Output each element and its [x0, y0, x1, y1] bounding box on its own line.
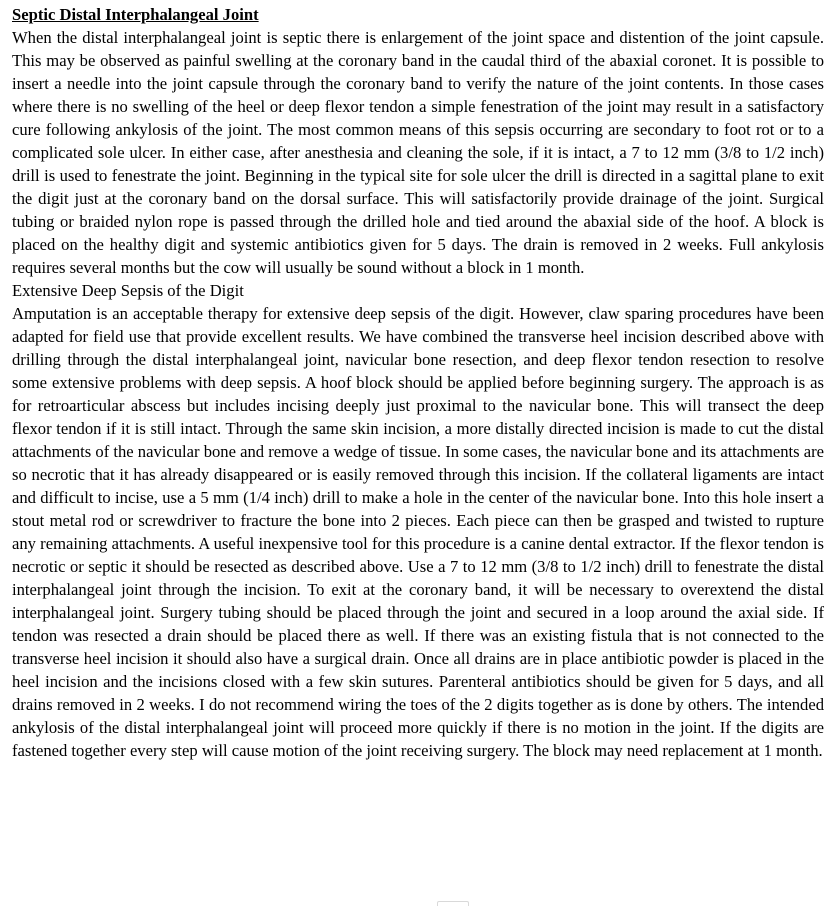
section-heading-septic-dip-joint: Septic Distal Interphalangeal Joint	[12, 5, 259, 24]
page-edge-tab	[437, 901, 469, 906]
section-heading-extensive-deep-sepsis: Extensive Deep Sepsis of the Digit	[12, 281, 244, 300]
section-body-septic-dip-joint: When the distal interphalangeal joint is septic there is enlargement of the joint space and distention of the joint capsule. This may be observed as painful swelling at the coronary band in the caudal third of the abaxial coronet. It is possible to insert a needle into the joint capsule through the coronary band to verify the nature of the joint contents. In those cases where there is no swelling of the heel or deep flexor tendon a simple fenestration of the joint may result in a satisfactory cure following ankylosis of the joint. The most common means of this sepsis occurring are secondary to foot rot or to a complicated sole ulcer. In either case, after anesthesia and cleaning the sole, if it is intact, a 7 to 12 mm (3/8 to 1/2 inch) drill is used to fenestrate the joint. Beginning in the typical site for sole ulcer the drill is directed in a sagittal plane to exit the digit just at the coronary band on the dorsal surface. This will satisfactorily provide drainage of the joint. Surgical tubing or braided nylon rope is passed through the drilled hole and tied around the abaxial side of the hoof. A block is placed on the healthy digit and systemic antibiotics given for 5 days. The drain is removed in 2 weeks. Full ankylosis requires several months but the cow will usually be sound without a block in 1 month.	[12, 28, 824, 277]
document-page	[12, 3, 824, 762]
section-body-extensive-deep-sepsis: Amputation is an acceptable therapy for extensive deep sepsis of the digit. However, claw sparing procedures have been adapted for field use that provide excellent results. We have combined the transverse heel incision described above with drilling through the distal interphalangeal joint, navicular bone resection, and deep flexor tendon resection to resolve some extensive problems with deep sepsis. A hoof block should be applied before beginning surgery. The approach is as for retroarticular abscess but includes incising deeply just proximal to the navicular bone. This will transect the deep flexor tendon if it is still intact. Through the same skin incision, a more distally directed incision is made to cut the distal attachments of the navicular bone and remove a wedge of tissue. In some cases, the navicular bone and its attachments are so necrotic that it has already disappeared or is easily removed through this incision. If the collateral ligaments are intact and difficult to incise, use a 5 mm (1/4 inch) drill to make a hole in the center of the navicular bone. Into this hole insert a stout metal rod or screwdriver to fracture the bone into 2 pieces. Each piece can then be grasped and twisted to rupture any remaining attachments. A useful inexpensive tool for this procedure is a canine dental extractor. If the flexor tendon is necrotic or septic it should be resected as described above. Use a 7 to 12 mm (3/8 to 1/2 inch) drill to fenestrate the distal interphalangeal joint through the incision. To exit at the coronary band, it will be necessary to overextend the distal interphalangeal joint. Surgery tubing should be placed through the joint and secured in a loop around the axial side. If tendon was resected a drain should be placed there as well. If there was an existing fistula that is not connected to the transverse heel incision it should also have a surgical drain. Once all drains are in place antibiotic powder is placed in the heel incision and the incisions closed with a few skin sutures. Parenteral antibiotics should be given for 5 days, and all drains removed in 2 weeks. I do not recommend wiring the toes of the 2 digits together as is done by others. The intended ankylosis of the distal interphalangeal joint will proceed more quickly if there is no motion in the joint. If the digits are fastened together every step will cause motion of the joint receiving surgery. The block may need replacement at 1 month.	[12, 304, 824, 760]
